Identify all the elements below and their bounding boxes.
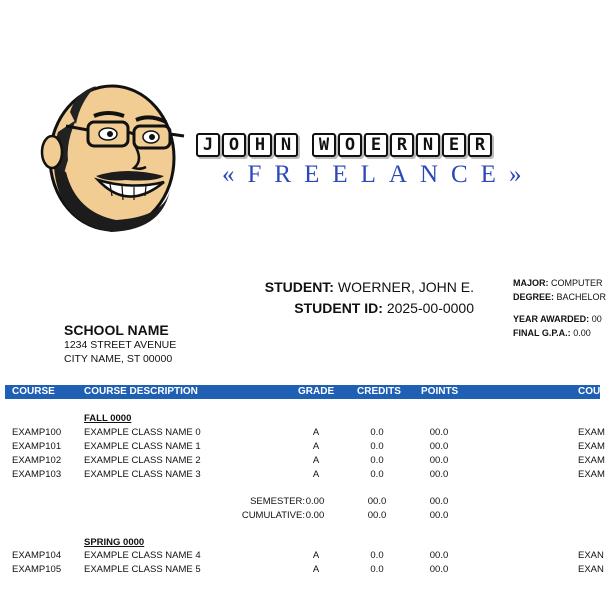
course-grade: A xyxy=(312,564,320,575)
summary-points: 00.0 xyxy=(429,496,449,507)
course-desc: EXAMPLE CLASS NAME 1 xyxy=(84,441,201,452)
degree-info xyxy=(513,278,606,306)
col-grade: GRADE xyxy=(298,386,335,397)
gpa-value: 0.00 xyxy=(573,328,591,338)
course-credits: 0.0 xyxy=(370,564,384,575)
summary-label: SEMESTER: xyxy=(250,496,305,507)
course-code-right: EXAM xyxy=(578,441,605,452)
course-code-right: EXAM xyxy=(578,469,605,480)
student-name-line xyxy=(262,277,474,298)
course-desc: EXAMPLE CLASS NAME 4 xyxy=(84,550,201,561)
course-grade: A xyxy=(312,550,320,561)
course-code-right: EXAM xyxy=(578,455,605,466)
student-id-value: 2025-00-0000 xyxy=(386,300,474,316)
student-label: STUDENT: xyxy=(264,279,334,295)
degree-value: BACHELOR xyxy=(556,292,606,302)
name-letter-tile: E xyxy=(442,133,466,157)
student-info xyxy=(262,277,474,319)
summary-gpa: 0.00 xyxy=(305,496,325,507)
year-label: YEAR AWARDED: xyxy=(513,314,590,324)
school-street: 1234 STREET AVENUE xyxy=(64,339,177,351)
course-code: EXAMP101 xyxy=(12,441,62,452)
year-value: 00 xyxy=(591,314,602,324)
course-points: 00.0 xyxy=(429,455,449,466)
summary-credits: 00.0 xyxy=(367,496,387,507)
course-code-right: EXAN xyxy=(578,564,604,575)
course-desc: EXAMPLE CLASS NAME 0 xyxy=(84,427,201,438)
gpa-label: FINAL G.P.A.: xyxy=(513,328,571,338)
course-code: EXAMP103 xyxy=(12,469,62,480)
course-grade: A xyxy=(312,455,320,466)
course-grade: A xyxy=(312,427,320,438)
course-desc: EXAMPLE CLASS NAME 2 xyxy=(84,455,201,466)
award-info xyxy=(513,314,602,342)
col-course: COURSE xyxy=(12,386,55,397)
summary-label: CUMULATIVE: xyxy=(241,510,305,521)
course-code: EXAMP104 xyxy=(12,550,62,561)
term-title: SPRING 0000 xyxy=(84,537,145,548)
course-points: 00.0 xyxy=(429,564,449,575)
course-code: EXAMP102 xyxy=(12,455,62,466)
school-city: CITY NAME, ST 00000 xyxy=(64,353,173,365)
course-code-right: EXAN xyxy=(578,550,604,561)
name-letter-tile: R xyxy=(390,133,414,157)
course-credits: 0.0 xyxy=(370,441,384,452)
name-letter-tile: N xyxy=(416,133,440,157)
course-credits: 0.0 xyxy=(370,427,384,438)
name-letter-tile: W xyxy=(312,133,336,157)
col-points: POINTS xyxy=(421,386,459,397)
course-grade: A xyxy=(312,469,320,480)
term-title: FALL 0000 xyxy=(84,413,132,424)
school-name: SCHOOL NAME xyxy=(64,322,169,338)
tile-spacer xyxy=(300,133,310,157)
degree-label: DEGREE: xyxy=(513,292,555,302)
name-letter-tile: N xyxy=(274,133,298,157)
course-credits: 0.0 xyxy=(370,550,384,561)
name-letter-tile: O xyxy=(338,133,362,157)
course-code-right: EXAM xyxy=(578,427,605,438)
course-credits: 0.0 xyxy=(370,455,384,466)
col-course-description: COURSE DESCRIPTION xyxy=(84,386,198,397)
name-letter-tile: O xyxy=(222,133,246,157)
course-points: 00.0 xyxy=(429,550,449,561)
course-code: EXAMP105 xyxy=(12,564,62,575)
course-desc: EXAMPLE CLASS NAME 3 xyxy=(84,469,201,480)
summary-points: 00.0 xyxy=(429,510,449,521)
summary-gpa: 0.00 xyxy=(305,510,325,521)
caricature-logo xyxy=(36,72,186,237)
summary-credits: 00.0 xyxy=(367,510,387,521)
brand-tagline: «FREELANCE» xyxy=(222,161,535,188)
course-grade: A xyxy=(312,441,320,452)
student-id-label: STUDENT ID: xyxy=(294,300,383,316)
course-code: EXAMP100 xyxy=(12,427,62,438)
name-letter-tile: J xyxy=(196,133,220,157)
name-letter-tile: H xyxy=(248,133,272,157)
major-value: COMPUTER xyxy=(551,278,603,288)
student-id-line xyxy=(262,298,474,319)
school-address xyxy=(64,322,176,366)
col-credits: CREDITS xyxy=(357,386,401,397)
name-letter-tile: R xyxy=(468,133,492,157)
brand-name-tiles xyxy=(196,133,494,157)
name-letter-tile: E xyxy=(364,133,388,157)
course-points: 00.0 xyxy=(429,441,449,452)
course-desc: EXAMPLE CLASS NAME 5 xyxy=(84,564,201,575)
student-value: WOERNER, JOHN E. xyxy=(337,279,474,295)
course-points: 00.0 xyxy=(429,427,449,438)
col-course-right: COU xyxy=(578,386,601,397)
course-credits: 0.0 xyxy=(370,469,384,480)
course-points: 00.0 xyxy=(429,469,449,480)
major-label: MAJOR: xyxy=(513,278,549,288)
